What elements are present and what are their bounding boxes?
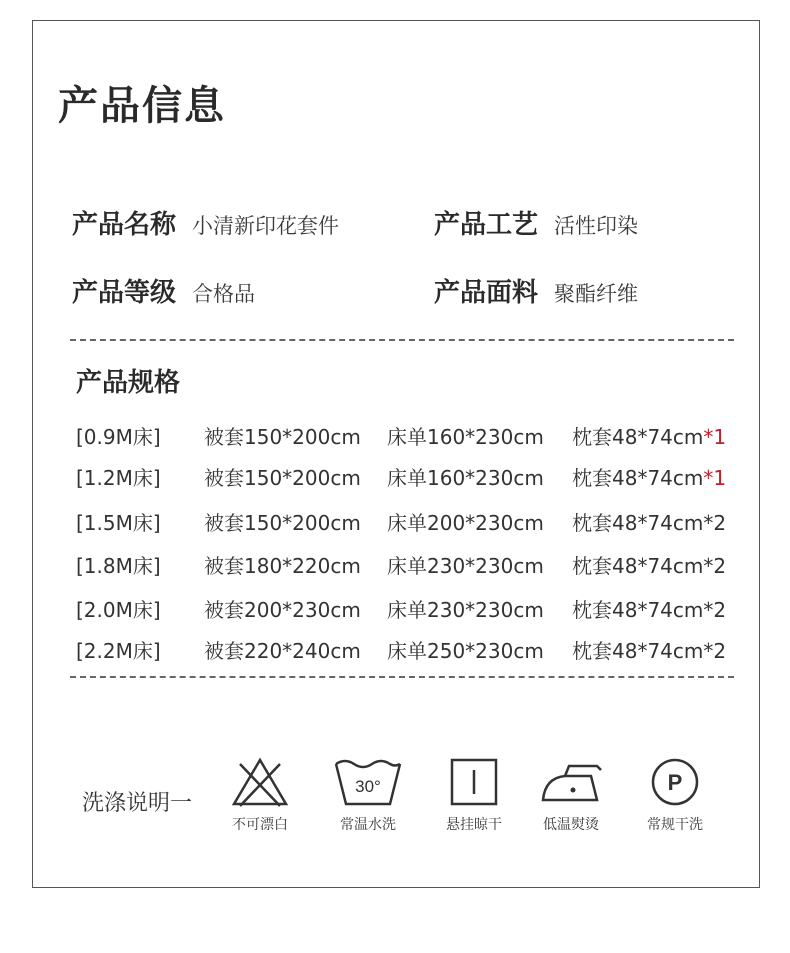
spec-pillow-qty: *2 [703, 639, 727, 663]
spec-pillow-size: 枕套48*74cm [572, 425, 704, 449]
wash-30-icon [332, 756, 404, 808]
care-hang-dry [429, 756, 519, 834]
spec-sheet: 床单250*230cm [387, 639, 544, 663]
spec-duvet: 被套150*200cm [204, 511, 361, 535]
spec-pillow-qty: *2 [703, 598, 727, 622]
spec-row [76, 635, 736, 665]
spec-row [76, 594, 736, 624]
spec-sheet: 床单160*230cm [387, 425, 544, 449]
spec-pillow [572, 594, 726, 623]
spec-sheet: 床单200*230cm [387, 511, 544, 535]
care-wash-30 [323, 756, 413, 834]
care-label: 低温熨烫 [543, 817, 599, 833]
info-craft-value: 活性印染 [554, 214, 639, 238]
care-label: 悬挂晾干 [446, 817, 502, 833]
hang-dry-icon [448, 756, 500, 808]
spec-size: [0.9M床] [76, 425, 161, 449]
care-dry-clean [630, 756, 720, 834]
spec-pillow [572, 550, 726, 579]
spec-duvet: 被套150*200cm [204, 466, 361, 490]
spec-size: [1.8M床] [76, 554, 161, 578]
info-craft [434, 204, 638, 241]
spec-pillow-qty: *2 [703, 554, 727, 578]
spec-pillow-size: 枕套48*74cm [572, 598, 704, 622]
info-craft-label: 产品工艺 [434, 210, 539, 240]
spec-row [76, 421, 736, 451]
wash-temp: 30° [355, 777, 381, 796]
low-iron-icon [535, 756, 607, 808]
dry-clean-letter: P [667, 770, 683, 795]
no-bleach-icon [230, 756, 290, 808]
info-fabric-value: 聚酯纤维 [554, 282, 639, 306]
info-row-2 [72, 272, 712, 312]
info-fabric [434, 272, 638, 309]
wash-title: 洗涤说明一 [82, 791, 193, 816]
spec-sheet: 床单230*230cm [387, 554, 544, 578]
spec-pillow-size: 枕套48*74cm [572, 511, 704, 535]
divider-top [70, 339, 734, 341]
spec-duvet: 被套220*240cm [204, 639, 361, 663]
spec-pillow-size: 枕套48*74cm [572, 554, 704, 578]
spec-duvet: 被套180*220cm [204, 554, 361, 578]
spec-row [76, 550, 736, 580]
spec-sheet: 床单230*230cm [387, 598, 544, 622]
spec-pillow [572, 507, 726, 536]
spec-title: 产品规格 [76, 368, 181, 398]
info-name-value: 小清新印花套件 [192, 214, 340, 238]
spec-pillow-qty: *2 [703, 511, 727, 535]
divider-bottom [70, 676, 734, 678]
info-grade-label: 产品等级 [72, 278, 177, 308]
spec-pillow-qty: *1 [703, 425, 727, 449]
care-low-iron [526, 756, 616, 834]
spec-row [76, 462, 736, 492]
spec-sheet: 床单160*230cm [387, 466, 544, 490]
spec-pillow [572, 635, 726, 664]
spec-size: [1.5M床] [76, 511, 161, 535]
info-name [72, 204, 339, 241]
care-no-bleach [215, 756, 305, 834]
care-label: 常温水洗 [340, 817, 396, 833]
spec-pillow [572, 462, 726, 491]
spec-size: [2.2M床] [76, 639, 161, 663]
spec-row [76, 507, 736, 537]
info-fabric-label: 产品面料 [434, 278, 539, 308]
spec-pillow-qty: *1 [703, 466, 727, 490]
care-label: 不可漂白 [232, 817, 288, 833]
dry-clean-icon [649, 756, 701, 808]
spec-duvet: 被套150*200cm [204, 425, 361, 449]
spec-pillow [572, 421, 726, 450]
spec-size: [1.2M床] [76, 466, 161, 490]
care-label: 常规干洗 [647, 817, 703, 833]
spec-size: [2.0M床] [76, 598, 161, 622]
info-grade-value: 合格品 [192, 282, 256, 306]
info-grade [72, 272, 255, 309]
spec-pillow-size: 枕套48*74cm [572, 466, 704, 490]
spec-pillow-size: 枕套48*74cm [572, 639, 704, 663]
spec-duvet: 被套200*230cm [204, 598, 361, 622]
page-title: 产品信息 [58, 83, 226, 129]
info-name-label: 产品名称 [72, 210, 177, 240]
info-row-1 [72, 204, 712, 244]
